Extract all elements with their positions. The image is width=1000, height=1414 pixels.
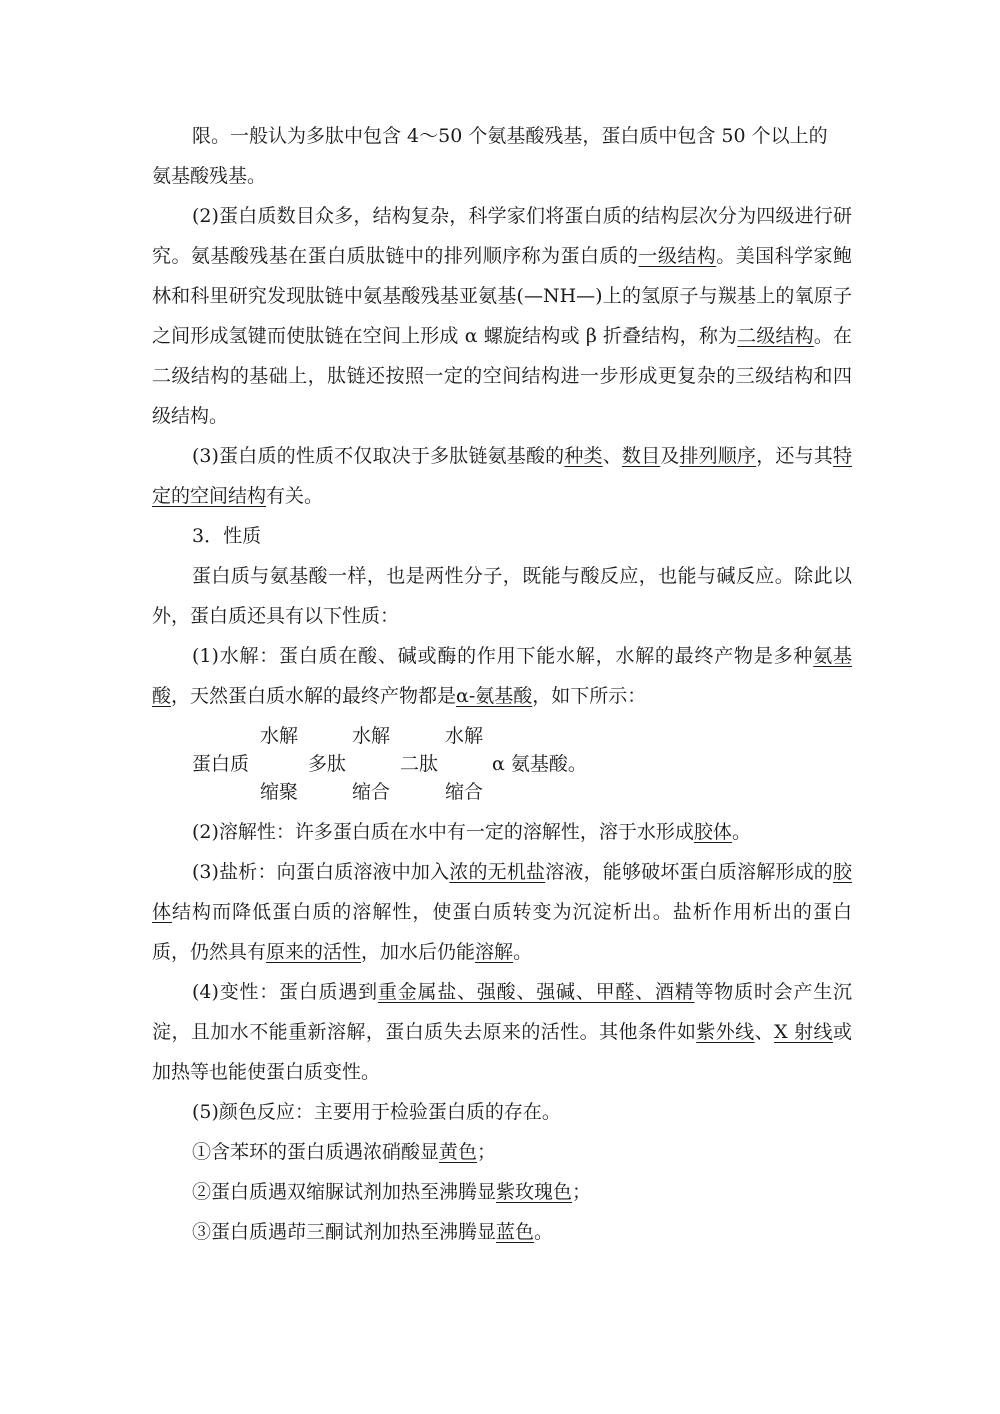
arrow-label-hydrolysis: 水解	[260, 725, 299, 747]
text: ；	[477, 1141, 497, 1163]
underlined-term: 胶体	[693, 821, 732, 843]
text: 有关。	[266, 485, 324, 507]
underlined-term: 紫玫瑰色	[496, 1181, 573, 1203]
text: (2)溶解性：许多蛋白质在水中有一定的溶解性，溶于水形成	[192, 821, 694, 843]
underlined-term: 蓝色	[496, 1221, 535, 1243]
list-item-ninhydrin	[152, 1212, 852, 1252]
text: (4)变性：蛋白质遇到	[192, 981, 378, 1003]
scheme-amino-acid: α 氨基酸。	[492, 753, 587, 775]
paragraph-salting-out	[152, 852, 852, 972]
list-item-benzene	[152, 1132, 852, 1172]
text: 或加热等也能使蛋白质变性。	[152, 1021, 852, 1083]
underlined-term: 紫外线	[696, 1021, 755, 1043]
paragraph-solubility	[152, 812, 852, 852]
paragraph-intro	[152, 116, 852, 156]
text: 及	[660, 445, 680, 467]
underlined-term: 特定的空间结构	[152, 445, 852, 507]
text: ，天然蛋白质水解的最终产物都是	[171, 685, 457, 707]
paragraph-color-reaction: (5)颜色反应：主要用于检验蛋白质的存在。	[192, 1101, 561, 1123]
underlined-term: 原来的活性	[266, 941, 362, 963]
underlined-term: 排列顺序	[679, 445, 757, 467]
arrow-label-condensation: 缩合	[445, 781, 484, 803]
underlined-term: 二级结构	[737, 325, 814, 347]
text: 溶液，能够破坏蛋白质溶解形成的	[545, 861, 833, 883]
text: ②蛋白质遇双缩脲试剂加热至沸腾显	[192, 1181, 497, 1203]
list-item-biuret	[152, 1172, 852, 1212]
paragraph-amphoteric: 蛋白质与氨基酸一样，也是两性分子，既能与酸反应，也能与碱反应。除此以外，蛋白质还具有以下性质：	[152, 565, 852, 627]
underlined-term: 溶解	[475, 941, 514, 963]
underlined-term: 浓的无机盐	[449, 861, 546, 883]
scheme-polypeptide: 多肽	[308, 753, 347, 775]
text: 。	[534, 1221, 554, 1243]
text: ，加水后仍能	[361, 941, 476, 963]
paragraph-hydrolysis	[152, 636, 852, 716]
text: 氨基酸残基。	[152, 165, 267, 187]
underlined-term: 氨基酸	[152, 645, 852, 707]
arrow-label-condensation: 缩聚	[260, 781, 299, 803]
text: 。	[731, 821, 751, 843]
scheme-protein: 蛋白质	[192, 753, 250, 775]
underlined-term: 黄色	[439, 1141, 478, 1163]
underlined-term: 重金属盐、强酸、强碱、甲醛、酒精	[377, 981, 695, 1003]
text: 。	[513, 941, 533, 963]
paragraph-properties-depend	[152, 436, 852, 516]
text: ①含苯环的蛋白质遇浓硝酸显	[192, 1141, 440, 1163]
document-body	[152, 116, 852, 1252]
text: ，如下所示：	[532, 685, 647, 707]
underlined-term: 数目	[621, 445, 661, 467]
text: ；	[572, 1181, 592, 1203]
section-heading: 3．性质	[192, 525, 262, 547]
text: (3)蛋白质的性质不仅取决于多肽链氨基酸的	[192, 445, 565, 467]
hydrolysis-scheme	[152, 724, 852, 808]
text: 结构而降低蛋白质的溶解性，使蛋白质转变为沉淀析出。盐析作用析出的蛋白质，仍然具有	[152, 901, 852, 963]
paragraph-structure-levels	[152, 196, 852, 436]
underlined-term: 种类	[564, 445, 603, 467]
text: 、	[754, 1021, 775, 1043]
text: 、	[602, 445, 622, 467]
underlined-term: α-氨基酸	[456, 685, 533, 707]
text: 等物质时会产生沉淀，且加水不能重新溶解，蛋白质失去原来的活性。其他条件如	[152, 981, 852, 1043]
arrow-label-hydrolysis: 水解	[445, 725, 484, 747]
text: (2)蛋白质数目众多，结构复杂，科学家们将蛋白质的结构层次分为四级进行研究。氨基酸残基在蛋白质肽链中的排列顺序称为蛋白质的	[152, 205, 852, 267]
underlined-term: X 射线	[774, 1021, 833, 1043]
text: ，还与其	[756, 445, 833, 467]
text: 。在二级结构的基础上，肽链还按照一定的空间结构进一步形成更复杂的三级结构和四级结构。	[152, 325, 852, 427]
underlined-term: 胶体	[152, 861, 852, 923]
text: (3)盐析：向蛋白质溶液中加入	[192, 861, 450, 883]
arrow-label-condensation: 缩合	[352, 781, 391, 803]
text: 限。一般认为多肽中包含 4～50 个氨基酸残基，蛋白质中包含 50 个以上的	[192, 125, 828, 147]
paragraph-intro-cont	[152, 156, 852, 196]
arrow-label-hydrolysis: 水解	[352, 725, 391, 747]
text: (1)水解：蛋白质在酸、碱或酶的作用下能水解，水解的最终产物是多种	[192, 645, 814, 667]
text: 。美国科学家鲍林和科里研究发现肽链中氨基酸残基亚氨基(—NH—)上的氢原子与羰基上的氧原子之间形成氢键而使肽链在空间上形成 α 螺旋结构或 β 折叠结构，称为	[152, 245, 852, 347]
scheme-dipeptide: 二肽	[400, 753, 439, 775]
paragraph-denaturation	[152, 972, 852, 1092]
underlined-term: 一级结构	[638, 245, 717, 267]
text: ③蛋白质遇茚三酮试剂加热至沸腾显	[192, 1221, 497, 1243]
